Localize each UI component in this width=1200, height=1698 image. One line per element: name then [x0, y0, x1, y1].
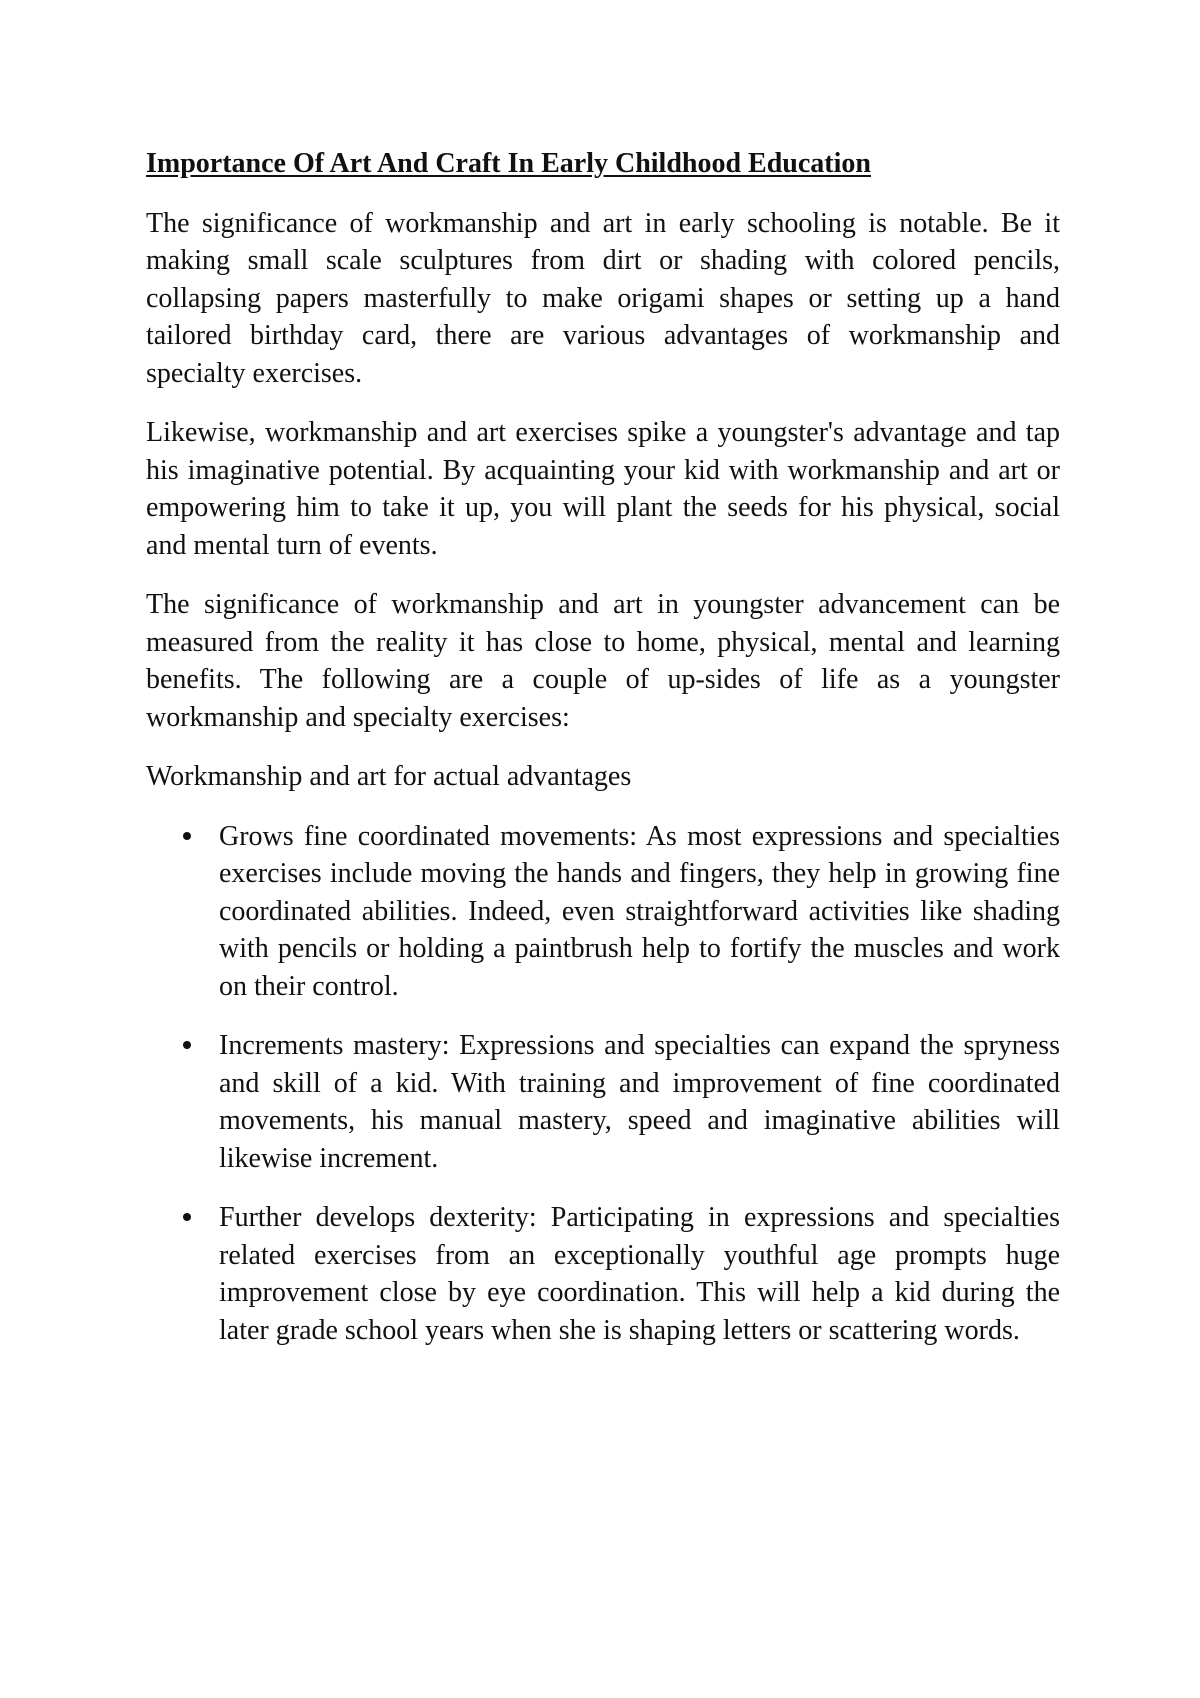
bullet-text: Increments mastery: Expressions and specialties can expand the spryness and skill of a kid. With training and improvement of fine coordinated movements, his manual mastery, speed and imaginative abilities will likewise increment.: [219, 1030, 1060, 1174]
bullet-item: [146, 1027, 1060, 1177]
paragraph-likewise: Likewise, workmanship and art exercises spike a youngster's advantage and tap his imaginative potential. By acquainting your kid with workmanship and art or empowering him to take it up, you will plant the seeds for his physical, social and mental turn of events.: [146, 417, 1060, 561]
document-title: Importance Of Art And Craft In Early Childhood Education: [146, 148, 871, 179]
bullet-dot-icon: [183, 1041, 191, 1049]
bullet-list: [146, 818, 1060, 1350]
bullet-text: Grows fine coordinated movements: As most expressions and specialties exercises include moving the hands and fingers, they help in growing fine coordinated abilities. Indeed, even straightforward activities like shading with pencils or holding a paintbrush help to fortify the muscles and work on their control.: [219, 820, 1060, 1002]
document-body: [146, 145, 1060, 1371]
bullet-text: Further develops dexterity: Participating in expressions and specialties related exercises from an exceptionally youthful age prompts huge improvement close by eye coordination. This will help a kid during the later grade school years when she is shaping letters or scattering words.: [219, 1202, 1060, 1346]
bullet-dot-icon: [183, 832, 191, 840]
bullet-dot-icon: [183, 1213, 191, 1221]
section-heading: Workmanship and art for actual advantages: [146, 761, 632, 792]
bullet-item: [146, 818, 1060, 1006]
paragraph-intro: The significance of workmanship and art in early schooling is notable. Be it making small scale sculptures from dirt or shading with colored pencils, collapsing papers masterfully to make origami shapes or setting up a hand tailored birthday card, there are various advantages of workmanship and specialty exercises.: [146, 207, 1060, 389]
bullet-item: [146, 1199, 1060, 1349]
paragraph-significance: The significance of workmanship and art in youngster advancement can be measured from the reality it has close to home, physical, mental and learning benefits. The following are a couple of up-sides of life as a youngster workmanship and specialty exercises:: [146, 589, 1060, 733]
